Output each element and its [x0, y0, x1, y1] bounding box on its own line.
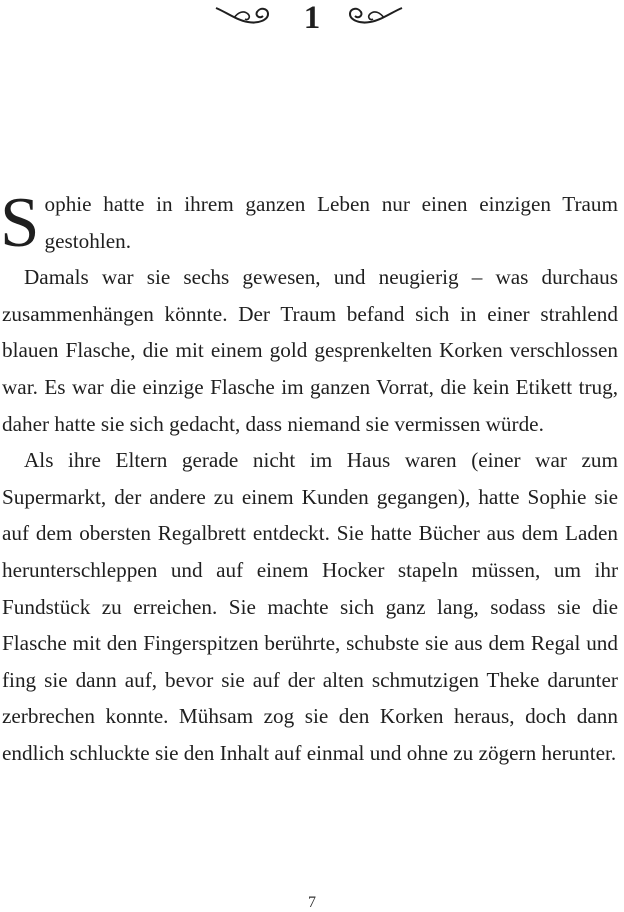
chapter-number: 1 [303, 0, 321, 36]
paragraph-2: Damals war sie sechs gewesen, und neugierig – was durchaus zusammenhängen könnte. Der Traum befand sich in einer strahlend blauen Flasche, die mit einem gold gesprenkelten Korken verschlossen war. Es war die einzige Flasche im ganzen Vorrat, die kein Etikett trug, daher hatte sie sich gedacht, dass niemand sie vermissen würde. [2, 265, 618, 436]
right-flourish-ornament-icon [344, 4, 404, 30]
paragraph-1 [0, 184, 618, 262]
paragraph-3: Als ihre Eltern gerade nicht im Haus waren (einer war zum Supermarkt, der andere zu einem Kunden gegangen), hatte Sophie sie auf dem obersten Regalbrett entdeckt. Sie hatte Bücher aus dem Laden herunterschleppen und auf einem Hocker stapeln müssen, um ihr Fundstück zu erreichen. Sie machte sich ganz lang, sodass sie die Flasche mit den Fingerspitzen berührte, schubste sie aus dem Regal und fing sie dann auf, bevor sie auf der alten schmutzigen Theke darunter zerbrechen konnte. Mühsam zog sie den Korken heraus, doch dann endlich schluckte sie den Inhalt auf einmal und ohne zu zögern herunter. [2, 448, 618, 765]
drop-cap-letter: S [0, 184, 40, 262]
chapter-heading [0, 0, 624, 40]
body-text [2, 186, 618, 772]
paragraph-1-text: ophie hatte in ihrem ganzen Leben nur einen einzigen Traum gestohlen. [44, 192, 618, 253]
page-number: 7 [308, 894, 316, 911]
left-flourish-ornament-icon [214, 4, 274, 30]
